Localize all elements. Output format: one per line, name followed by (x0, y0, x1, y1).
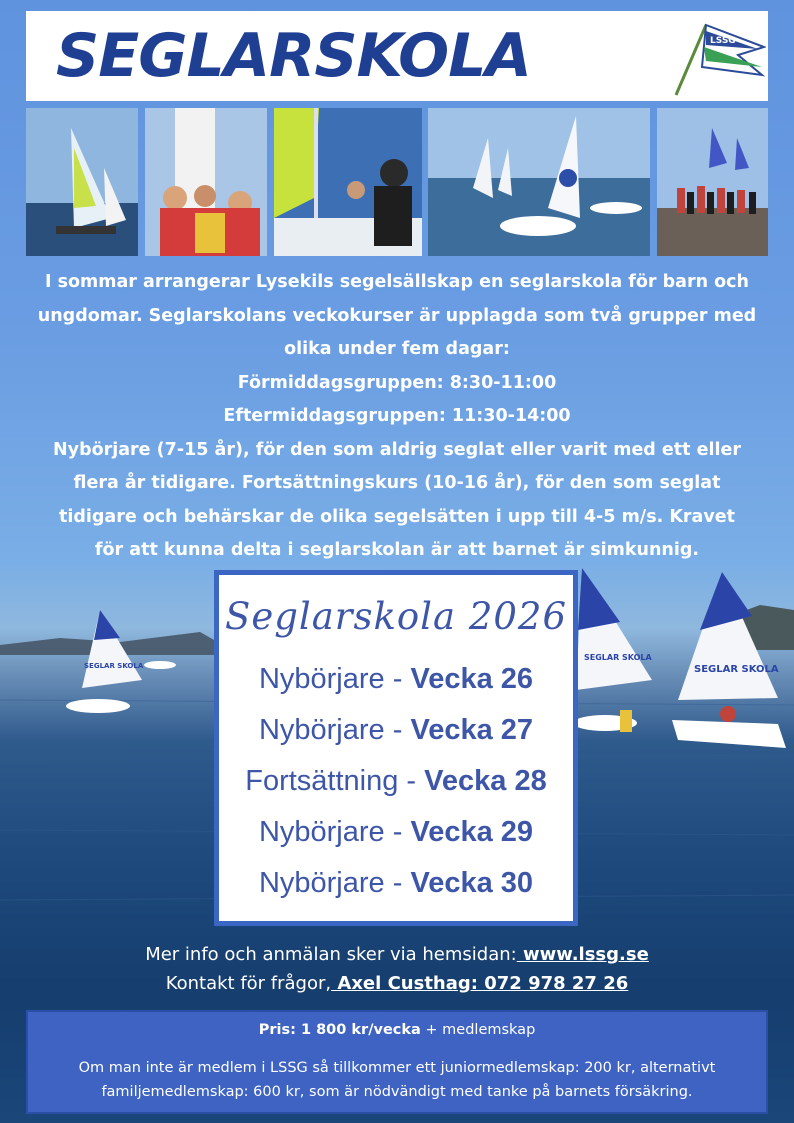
website-link[interactable]: www.lssg.se (516, 944, 649, 965)
price-line (28, 1022, 766, 1038)
sail-text-left: SEGLAR SKOLA (84, 662, 144, 670)
photo-kids-boat (145, 108, 267, 256)
photo-boat-sail (274, 108, 422, 256)
logo-banner (26, 11, 768, 101)
photo-optimist-boats (428, 108, 650, 256)
course-week: Vecka 30 (410, 867, 534, 899)
photo-group-pier (657, 108, 768, 256)
course-row (219, 714, 573, 747)
intro-line: för att kunna delta i seglarskolan är att barnet är simkunnig. (94, 540, 700, 560)
intro-line: Nybörjare (7-15 år), för den som aldrig seglat eller varit med ett eller (53, 439, 741, 460)
flag-label: LSSG (710, 36, 736, 46)
club-flag-icon (666, 17, 766, 97)
contact-phone-link[interactable]: Axel Custhag: 072 978 27 26 (331, 973, 629, 994)
course-week: Vecka 26 (410, 663, 534, 695)
price-membership: + medlemskap (420, 1022, 536, 1038)
contact-prefix: Kontakt för frågor, (165, 973, 332, 994)
schedule-title: Seglarskola 2026 (224, 595, 567, 638)
morning-group-time: Förmiddagsgruppen: 8:30-11:00 (237, 372, 557, 393)
info-line (0, 944, 794, 965)
sail-text-middle: SEGLAR SKOLA (584, 653, 652, 662)
info-prefix: Mer info och anmälan sker via hemsidan: (145, 944, 517, 965)
course-level: Nybörjare - (258, 816, 403, 848)
sail-text-right: SEGLAR SKOLA (694, 664, 779, 675)
course-week: Vecka 27 (410, 714, 534, 746)
logo-text: SEGLARSKOLA (56, 21, 531, 91)
intro-text (24, 266, 770, 568)
course-row (219, 867, 573, 900)
price-box (26, 1010, 768, 1114)
afternoon-group-time: Eftermiddagsgruppen: 11:30-14:00 (223, 406, 571, 426)
course-week: Vecka 28 (424, 765, 547, 797)
contact-line (0, 973, 794, 994)
sailboat-left (66, 610, 176, 713)
schedule-card (214, 570, 578, 926)
intro-line: I sommar arrangerar Lysekils segelsällskap en seglarskola för barn och (44, 272, 750, 292)
intro-line: tidigare och behärskar de olika segelsätten i upp till 4-5 m/s. Kravet (58, 506, 736, 527)
course-level: Nybörjare - (258, 867, 403, 899)
course-level: Nybörjare - (258, 714, 403, 746)
intro-line: olika under fem dagar: (284, 339, 510, 359)
photo-sailing-1 (26, 108, 138, 256)
course-row (219, 765, 573, 798)
course-week: Vecka 29 (410, 816, 534, 848)
price-amount: Pris: 1 800 kr/vecka (258, 1022, 421, 1038)
course-row (219, 816, 573, 849)
membership-note: Om man inte är medlem i LSSG så tillkommer ett juniormedlemskap: 200 kr, alternativt familjemedlemskap: 600 kr, som är nödvändigt med tanke på barnets försäkring. (78, 1060, 716, 1100)
intro-line: ungdomar. Seglarskolans veckokurser är upplagda som två grupper med (37, 305, 757, 326)
intro-line: flera år tidigare. Fortsättningskurs (10-16 år), för den som seglat (73, 473, 721, 493)
course-level: Nybörjare - (258, 663, 403, 695)
course-level: Fortsättning - (245, 765, 417, 797)
sailboat-right (672, 572, 786, 748)
sailboat-middle (573, 568, 653, 732)
course-row (219, 663, 573, 696)
